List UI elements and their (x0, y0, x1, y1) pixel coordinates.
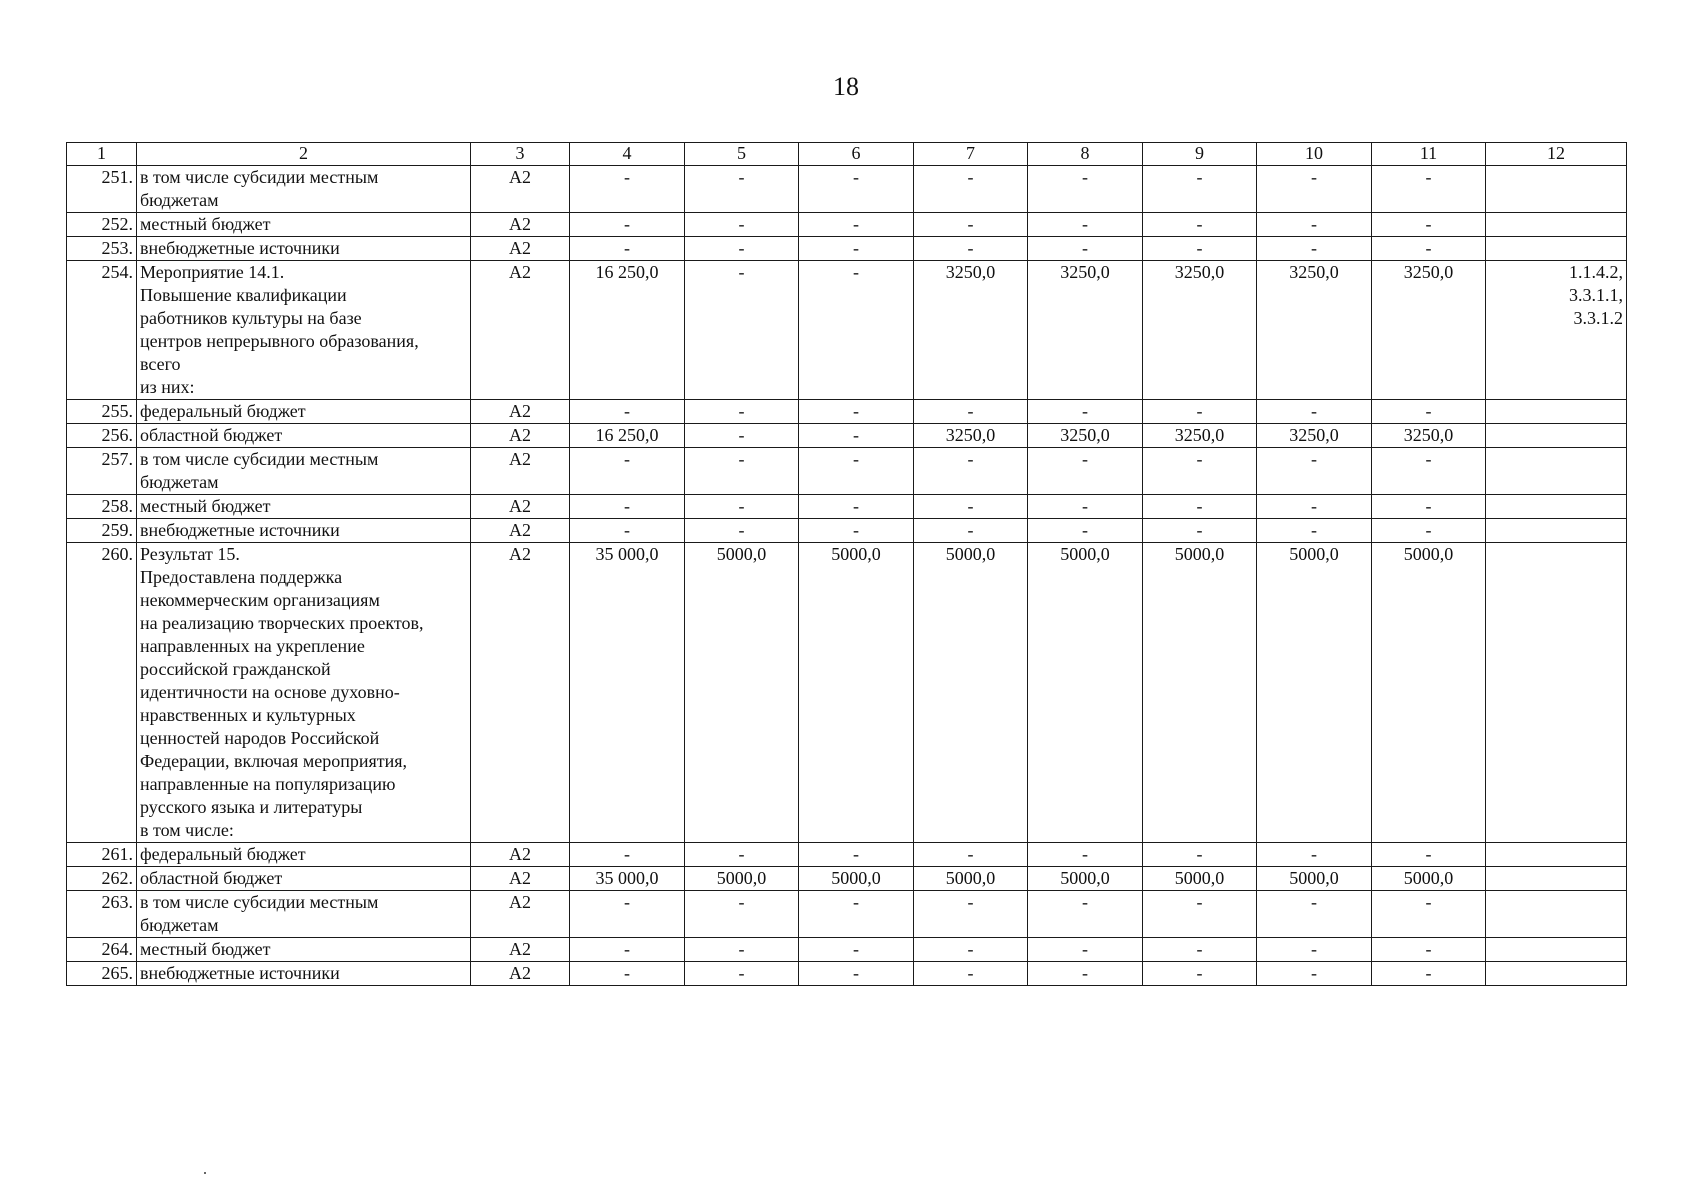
table-body (67, 143, 1627, 986)
row-description-cell: внебюджетные источники (137, 519, 471, 543)
row-description-cell: внебюджетные источники (137, 237, 471, 261)
row-value-cell-col4: - (570, 519, 685, 543)
row-value-cell-col9: - (1143, 519, 1257, 543)
row-value-cell-col8: 3250,0 (1028, 261, 1143, 400)
row-value-cell-col6: - (799, 213, 914, 237)
row-value-cell-col11: - (1372, 237, 1486, 261)
row-value-cell-col5: - (685, 261, 799, 400)
row-reference-cell (1486, 867, 1627, 891)
column-header-5: 5 (685, 143, 799, 166)
row-value-cell-col6: - (799, 938, 914, 962)
row-value-cell-col10: 3250,0 (1257, 261, 1372, 400)
row-code-cell: А2 (471, 166, 570, 213)
column-header-9: 9 (1143, 143, 1257, 166)
row-value-cell-col4: - (570, 166, 685, 213)
table-row (67, 867, 1627, 891)
row-number-cell: 252. (67, 213, 137, 237)
row-value-cell-col8: - (1028, 400, 1143, 424)
row-value-cell-col5: - (685, 448, 799, 495)
row-value-cell-col11: 3250,0 (1372, 261, 1486, 400)
row-value-cell-col6: - (799, 400, 914, 424)
row-code-cell: А2 (471, 213, 570, 237)
row-value-cell-col10: - (1257, 213, 1372, 237)
page-number: 18 (833, 72, 859, 101)
row-number-cell: 255. (67, 400, 137, 424)
column-header-2: 2 (137, 143, 471, 166)
row-value-cell-col8: - (1028, 891, 1143, 938)
row-value-cell-col5: - (685, 938, 799, 962)
row-value-cell-col7: - (914, 448, 1028, 495)
row-value-cell-col7: 3250,0 (914, 424, 1028, 448)
row-description-cell: областной бюджет (137, 867, 471, 891)
row-value-cell-col4: - (570, 891, 685, 938)
row-reference-cell (1486, 843, 1627, 867)
row-number-cell: 260. (67, 543, 137, 843)
row-value-cell-col5: - (685, 891, 799, 938)
row-value-cell-col10: - (1257, 166, 1372, 213)
table-row (67, 400, 1627, 424)
row-value-cell-col6: - (799, 166, 914, 213)
row-reference-cell (1486, 237, 1627, 261)
row-value-cell-col11: - (1372, 213, 1486, 237)
row-value-cell-col11: - (1372, 962, 1486, 986)
row-description-cell: федеральный бюджет (137, 400, 471, 424)
row-value-cell-col4: - (570, 843, 685, 867)
row-value-cell-col9: - (1143, 448, 1257, 495)
row-number-cell: 258. (67, 495, 137, 519)
row-description-cell: Мероприятие 14.1. Повышение квалификации работников культуры на базе центров непрерывного образования, всего из них: (137, 261, 471, 400)
row-reference-cell (1486, 495, 1627, 519)
row-value-cell-col9: - (1143, 495, 1257, 519)
budget-table (66, 142, 1627, 986)
row-value-cell-col7: - (914, 213, 1028, 237)
row-reference-cell (1486, 962, 1627, 986)
row-value-cell-col10: - (1257, 495, 1372, 519)
row-value-cell-col5: - (685, 424, 799, 448)
row-number-cell: 264. (67, 938, 137, 962)
row-value-cell-col9: 3250,0 (1143, 424, 1257, 448)
row-value-cell-col5: 5000,0 (685, 867, 799, 891)
row-value-cell-col11: - (1372, 400, 1486, 424)
row-number-cell: 265. (67, 962, 137, 986)
row-number-cell: 251. (67, 166, 137, 213)
row-value-cell-col6: - (799, 891, 914, 938)
row-value-cell-col7: - (914, 237, 1028, 261)
row-value-cell-col5: - (685, 495, 799, 519)
row-value-cell-col4: - (570, 213, 685, 237)
row-code-cell: А2 (471, 519, 570, 543)
row-description-cell: местный бюджет (137, 495, 471, 519)
row-reference-cell (1486, 166, 1627, 213)
row-value-cell-col6: - (799, 237, 914, 261)
row-reference-cell (1486, 424, 1627, 448)
row-reference-cell (1486, 448, 1627, 495)
row-code-cell: А2 (471, 843, 570, 867)
row-number-cell: 259. (67, 519, 137, 543)
row-value-cell-col11: - (1372, 938, 1486, 962)
row-value-cell-col6: 5000,0 (799, 867, 914, 891)
row-value-cell-col8: - (1028, 495, 1143, 519)
row-value-cell-col8: - (1028, 938, 1143, 962)
row-value-cell-col11: 5000,0 (1372, 867, 1486, 891)
column-header-6: 6 (799, 143, 914, 166)
row-number-cell: 257. (67, 448, 137, 495)
row-value-cell-col5: 5000,0 (685, 543, 799, 843)
row-value-cell-col7: - (914, 400, 1028, 424)
row-value-cell-col11: - (1372, 166, 1486, 213)
table-row (67, 448, 1627, 495)
row-value-cell-col4: - (570, 495, 685, 519)
row-value-cell-col9: - (1143, 962, 1257, 986)
row-code-cell: А2 (471, 400, 570, 424)
table-row (67, 843, 1627, 867)
row-value-cell-col5: - (685, 962, 799, 986)
row-code-cell: А2 (471, 543, 570, 843)
table-row (67, 495, 1627, 519)
row-value-cell-col5: - (685, 519, 799, 543)
row-code-cell: А2 (471, 962, 570, 986)
row-value-cell-col11: - (1372, 519, 1486, 543)
row-value-cell-col9: - (1143, 843, 1257, 867)
row-description-cell: местный бюджет (137, 938, 471, 962)
row-value-cell-col6: - (799, 519, 914, 543)
row-value-cell-col10: - (1257, 938, 1372, 962)
row-value-cell-col8: - (1028, 962, 1143, 986)
row-description-cell: в том числе субсидии местным бюджетам (137, 166, 471, 213)
table-row (67, 519, 1627, 543)
row-code-cell: А2 (471, 495, 570, 519)
row-value-cell-col8: - (1028, 843, 1143, 867)
row-value-cell-col10: - (1257, 400, 1372, 424)
row-value-cell-col7: - (914, 891, 1028, 938)
row-value-cell-col7: 5000,0 (914, 867, 1028, 891)
row-value-cell-col9: - (1143, 400, 1257, 424)
row-number-cell: 253. (67, 237, 137, 261)
row-reference-cell (1486, 938, 1627, 962)
column-header-8: 8 (1028, 143, 1143, 166)
row-value-cell-col10: - (1257, 843, 1372, 867)
row-value-cell-col6: 5000,0 (799, 543, 914, 843)
row-value-cell-col8: - (1028, 519, 1143, 543)
row-value-cell-col9: - (1143, 237, 1257, 261)
table-row (67, 237, 1627, 261)
column-header-7: 7 (914, 143, 1028, 166)
row-code-cell: А2 (471, 261, 570, 400)
row-reference-cell (1486, 400, 1627, 424)
table-row (67, 261, 1627, 400)
row-value-cell-col6: - (799, 424, 914, 448)
row-description-cell: областной бюджет (137, 424, 471, 448)
row-value-cell-col10: 3250,0 (1257, 424, 1372, 448)
row-value-cell-col8: 5000,0 (1028, 543, 1143, 843)
row-value-cell-col7: - (914, 166, 1028, 213)
row-value-cell-col5: - (685, 166, 799, 213)
table-row (67, 166, 1627, 213)
row-number-cell: 256. (67, 424, 137, 448)
row-value-cell-col10: - (1257, 962, 1372, 986)
row-value-cell-col10: - (1257, 448, 1372, 495)
table-row (67, 938, 1627, 962)
row-value-cell-col11: 3250,0 (1372, 424, 1486, 448)
row-value-cell-col9: 5000,0 (1143, 867, 1257, 891)
row-value-cell-col9: - (1143, 891, 1257, 938)
row-value-cell-col11: - (1372, 448, 1486, 495)
row-value-cell-col10: 5000,0 (1257, 867, 1372, 891)
column-header-4: 4 (570, 143, 685, 166)
row-number-cell: 261. (67, 843, 137, 867)
row-reference-cell: 1.1.4.2, 3.3.1.1, 3.3.1.2 (1486, 261, 1627, 400)
table-row (67, 543, 1627, 843)
row-number-cell: 254. (67, 261, 137, 400)
scan-speck (204, 1172, 206, 1174)
row-reference-cell (1486, 543, 1627, 843)
row-value-cell-col9: - (1143, 938, 1257, 962)
row-value-cell-col8: - (1028, 166, 1143, 213)
column-header-12: 12 (1486, 143, 1627, 166)
row-description-cell: местный бюджет (137, 213, 471, 237)
column-header-11: 11 (1372, 143, 1486, 166)
row-code-cell: А2 (471, 424, 570, 448)
row-value-cell-col5: - (685, 400, 799, 424)
row-description-cell: Результат 15. Предоставлена поддержка некоммерческим организациям на реализацию творческих проектов, направленных на укрепление российской гражданской идентичности на основе духовно- нравственных и культурных ценностей народов Российской Федерации, включая мероприятия, направленные на популяризацию русского языка и литературы в том числе: (137, 543, 471, 843)
row-value-cell-col5: - (685, 237, 799, 261)
table-row (67, 962, 1627, 986)
row-reference-cell (1486, 891, 1627, 938)
row-value-cell-col4: 35 000,0 (570, 543, 685, 843)
row-value-cell-col9: - (1143, 213, 1257, 237)
row-value-cell-col11: - (1372, 495, 1486, 519)
row-value-cell-col10: - (1257, 237, 1372, 261)
row-value-cell-col6: - (799, 495, 914, 519)
row-value-cell-col11: - (1372, 891, 1486, 938)
row-value-cell-col4: - (570, 400, 685, 424)
table-row (67, 213, 1627, 237)
row-value-cell-col9: - (1143, 166, 1257, 213)
row-value-cell-col6: - (799, 962, 914, 986)
row-value-cell-col6: - (799, 448, 914, 495)
row-reference-cell (1486, 519, 1627, 543)
row-description-cell: в том числе субсидии местным бюджетам (137, 891, 471, 938)
row-value-cell-col4: - (570, 938, 685, 962)
column-header-3: 3 (471, 143, 570, 166)
row-value-cell-col7: - (914, 843, 1028, 867)
table-row (67, 424, 1627, 448)
row-value-cell-col5: - (685, 213, 799, 237)
row-code-cell: А2 (471, 891, 570, 938)
row-value-cell-col7: 3250,0 (914, 261, 1028, 400)
row-description-cell: внебюджетные источники (137, 962, 471, 986)
row-value-cell-col4: 16 250,0 (570, 261, 685, 400)
column-header-1: 1 (67, 143, 137, 166)
row-code-cell: А2 (471, 448, 570, 495)
row-value-cell-col11: - (1372, 843, 1486, 867)
row-number-cell: 262. (67, 867, 137, 891)
row-value-cell-col6: - (799, 261, 914, 400)
row-value-cell-col10: - (1257, 519, 1372, 543)
row-value-cell-col7: - (914, 519, 1028, 543)
row-value-cell-col7: - (914, 495, 1028, 519)
row-value-cell-col8: - (1028, 237, 1143, 261)
row-value-cell-col10: - (1257, 891, 1372, 938)
row-reference-cell (1486, 213, 1627, 237)
row-value-cell-col7: 5000,0 (914, 543, 1028, 843)
row-value-cell-col9: 3250,0 (1143, 261, 1257, 400)
table-row (67, 891, 1627, 938)
row-value-cell-col10: 5000,0 (1257, 543, 1372, 843)
row-value-cell-col6: - (799, 843, 914, 867)
row-value-cell-col4: 35 000,0 (570, 867, 685, 891)
row-value-cell-col4: 16 250,0 (570, 424, 685, 448)
row-value-cell-col4: - (570, 962, 685, 986)
row-description-cell: федеральный бюджет (137, 843, 471, 867)
row-value-cell-col11: 5000,0 (1372, 543, 1486, 843)
row-value-cell-col4: - (570, 448, 685, 495)
row-value-cell-col5: - (685, 843, 799, 867)
row-value-cell-col8: 5000,0 (1028, 867, 1143, 891)
row-code-cell: А2 (471, 867, 570, 891)
column-header-10: 10 (1257, 143, 1372, 166)
row-number-cell: 263. (67, 891, 137, 938)
row-value-cell-col8: - (1028, 213, 1143, 237)
row-value-cell-col7: - (914, 962, 1028, 986)
row-value-cell-col8: 3250,0 (1028, 424, 1143, 448)
row-value-cell-col7: - (914, 938, 1028, 962)
row-description-cell: в том числе субсидии местным бюджетам (137, 448, 471, 495)
row-value-cell-col8: - (1028, 448, 1143, 495)
row-code-cell: А2 (471, 237, 570, 261)
row-value-cell-col9: 5000,0 (1143, 543, 1257, 843)
row-code-cell: А2 (471, 938, 570, 962)
row-value-cell-col4: - (570, 237, 685, 261)
table-header-row (67, 143, 1627, 166)
